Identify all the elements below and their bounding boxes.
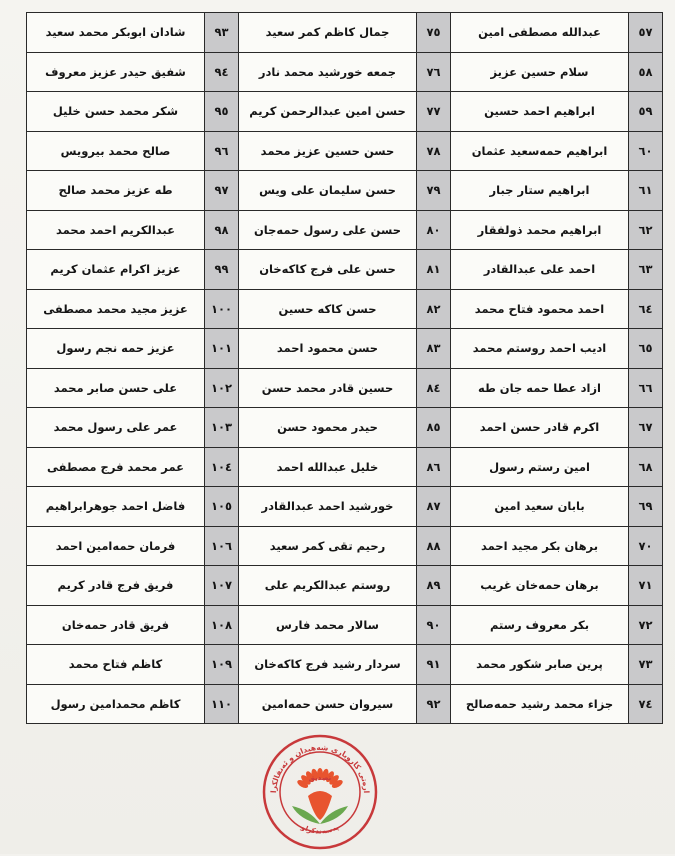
row-number: ٨٤ <box>417 368 451 408</box>
table-row <box>27 131 663 171</box>
person-name: على حسن صابر محمد <box>27 368 205 408</box>
person-name: جمعه خورشيد محمد نادر <box>239 52 417 92</box>
person-name: احمد على عبدالقادر <box>451 250 629 290</box>
row-number: ١٠٩ <box>205 645 239 685</box>
person-name: شفيق حيدر عزيز معروف <box>27 52 205 92</box>
person-name: اديب احمد روستم محمد <box>451 329 629 369</box>
person-name: عزيز حمه نجم رسول <box>27 329 205 369</box>
stamp-icon <box>260 732 380 852</box>
person-name: عبدالكريم احمد محمد <box>27 210 205 250</box>
person-name: عمر محمد فرج مصطفى <box>27 447 205 487</box>
person-name: حسن امين عبدالرحمن كريم <box>239 92 417 132</box>
person-name: حسن سليمان على ويس <box>239 171 417 211</box>
person-name: فاضل احمد جوهرابراهيم <box>27 487 205 527</box>
person-name: ازاد عطا حمه جان طه <box>451 368 629 408</box>
table-row <box>27 408 663 448</box>
row-number: ٦٢ <box>629 210 663 250</box>
official-stamp <box>260 732 380 852</box>
row-number: ١٠٧ <box>205 566 239 606</box>
row-number: ١٠١ <box>205 329 239 369</box>
row-number: ١٠٣ <box>205 408 239 448</box>
row-number: ٩٦ <box>205 131 239 171</box>
person-name: طه عزيز محمد صالح <box>27 171 205 211</box>
table-row <box>27 684 663 724</box>
person-name: عزيز اكرام عثمان كريم <box>27 250 205 290</box>
row-number: ١١٠ <box>205 684 239 724</box>
row-number: ٦٣ <box>629 250 663 290</box>
person-name: عزيز مجيد محمد مصطفى <box>27 289 205 329</box>
row-number: ١٠٥ <box>205 487 239 527</box>
person-name: عبدالله مصطفى امين <box>451 13 629 53</box>
row-number: ٧٨ <box>417 131 451 171</box>
row-number: ٧٦ <box>417 52 451 92</box>
person-name: پرين صابر شكور محمد <box>451 645 629 685</box>
row-number: ٧٢ <box>629 605 663 645</box>
person-name: حسن محمود احمد <box>239 329 417 369</box>
row-number: ١٠٦ <box>205 526 239 566</box>
person-name: شكر محمد حسن خليل <box>27 92 205 132</box>
row-number: ٦٥ <box>629 329 663 369</box>
person-name: كاظم فتاح محمد <box>27 645 205 685</box>
row-number: ٨٨ <box>417 526 451 566</box>
person-name: صالح محمد بيرويس <box>27 131 205 171</box>
person-name: جمال كاظم كمر سعيد <box>239 13 417 53</box>
row-number: ٨٥ <box>417 408 451 448</box>
table-row <box>27 250 663 290</box>
person-name: حسن على رسول حمه‌جان <box>239 210 417 250</box>
person-name: حسن كاكه حسين <box>239 289 417 329</box>
row-number: ٥٩ <box>629 92 663 132</box>
row-number: ٦٩ <box>629 487 663 527</box>
person-name: خورشيد احمد عبدالقادر <box>239 487 417 527</box>
row-number: ٩٧ <box>205 171 239 211</box>
table-row <box>27 210 663 250</box>
row-number: ٩٣ <box>205 13 239 53</box>
row-number: ٧٠ <box>629 526 663 566</box>
person-name: شادان ابوبكر محمد سعيد <box>27 13 205 53</box>
row-number: ١٠٠ <box>205 289 239 329</box>
row-number: ٩٤ <box>205 52 239 92</box>
row-number: ٨٠ <box>417 210 451 250</box>
table-row <box>27 526 663 566</box>
person-name: ابراهيم ستار جبار <box>451 171 629 211</box>
person-name: بكر معروف رستم <box>451 605 629 645</box>
row-number: ٩٠ <box>417 605 451 645</box>
row-number: ٨١ <box>417 250 451 290</box>
row-number: ٧٣ <box>629 645 663 685</box>
row-number: ٨٣ <box>417 329 451 369</box>
person-name: جزاء محمد رشيد حمه‌صالح <box>451 684 629 724</box>
person-name: امين رستم رسول <box>451 447 629 487</box>
row-number: ٨٦ <box>417 447 451 487</box>
row-number: ٦٦ <box>629 368 663 408</box>
table-row <box>27 171 663 211</box>
table-row <box>27 605 663 645</box>
row-number: ٧٩ <box>417 171 451 211</box>
table-row <box>27 13 663 53</box>
person-name: ابراهيم محمد ذولفقار <box>451 210 629 250</box>
row-number: ٩١ <box>417 645 451 685</box>
person-name: رحيم تقى كمر سعيد <box>239 526 417 566</box>
row-number: ٨٩ <box>417 566 451 606</box>
row-number: ٦١ <box>629 171 663 211</box>
person-name: حسين قادر محمد حسن <box>239 368 417 408</box>
row-number: ٧٤ <box>629 684 663 724</box>
svg-text:په‌سه‌ندكراو <box>299 823 340 836</box>
table-row <box>27 92 663 132</box>
svg-text:وه‌زاره‌تی كاروباری شه‌هیدان و <box>260 732 371 793</box>
person-name: كاظم محمدامين رسول <box>27 684 205 724</box>
person-name: حسن على فرج كاكه‌خان <box>239 250 417 290</box>
table-row <box>27 329 663 369</box>
person-name: حسن حسين عزيز محمد <box>239 131 417 171</box>
person-name: سيروان حسن حمه‌امين <box>239 684 417 724</box>
table-row <box>27 368 663 408</box>
row-number: ٥٨ <box>629 52 663 92</box>
row-number: ١٠٤ <box>205 447 239 487</box>
table-row <box>27 487 663 527</box>
row-number: ٦٠ <box>629 131 663 171</box>
person-name: ابراهيم حمه‌سعيد عثمان <box>451 131 629 171</box>
table-row <box>27 447 663 487</box>
row-number: ٧٥ <box>417 13 451 53</box>
row-number: ٦٨ <box>629 447 663 487</box>
row-number: ٩٨ <box>205 210 239 250</box>
row-number: ٩٩ <box>205 250 239 290</box>
person-name: برهان حمه‌خان غريب <box>451 566 629 606</box>
row-number: ٨٢ <box>417 289 451 329</box>
table-row <box>27 645 663 685</box>
row-number: ٩٥ <box>205 92 239 132</box>
person-name: فريق قادر حمه‌خان <box>27 605 205 645</box>
row-number: ٦٤ <box>629 289 663 329</box>
person-name: فرمان حمه‌امين احمد <box>27 526 205 566</box>
row-number: ٩٢ <box>417 684 451 724</box>
person-name: بابان سعيد امين <box>451 487 629 527</box>
person-name: سردار رشيد فرج كاكه‌خان <box>239 645 417 685</box>
table-row <box>27 566 663 606</box>
table-row <box>27 289 663 329</box>
person-name: سالار محمد فارس <box>239 605 417 645</box>
row-number: ٥٧ <box>629 13 663 53</box>
stamp-text-top: اره‌تی كاروباری شه‌هیدان و ئه‌نفالكرا <box>268 742 372 794</box>
person-name: روستم عبدالكريم على <box>239 566 417 606</box>
person-name: فريق فرج قادر كريم <box>27 566 205 606</box>
person-name: سلام حسين عزيز <box>451 52 629 92</box>
person-name: اكرم قادر حسن احمد <box>451 408 629 448</box>
names-table <box>26 12 663 724</box>
row-number: ١٠٨ <box>205 605 239 645</box>
person-name: ابراهيم احمد حسين <box>451 92 629 132</box>
row-number: ١٠٢ <box>205 368 239 408</box>
person-name: برهان بكر مجيد احمد <box>451 526 629 566</box>
stamp-text-bottom: په‌سه‌ندكراو <box>299 823 341 836</box>
stamp-center-label: تصدیق <box>308 774 332 782</box>
person-name: احمد محمود فتاح محمد <box>451 289 629 329</box>
row-number: ٦٧ <box>629 408 663 448</box>
table-row <box>27 52 663 92</box>
person-name: خليل عبدالله احمد <box>239 447 417 487</box>
row-number: ٨٧ <box>417 487 451 527</box>
row-number: ٧٧ <box>417 92 451 132</box>
person-name: حيدر محمود حسن <box>239 408 417 448</box>
row-number: ٧١ <box>629 566 663 606</box>
person-name: عمر على رسول محمد <box>27 408 205 448</box>
